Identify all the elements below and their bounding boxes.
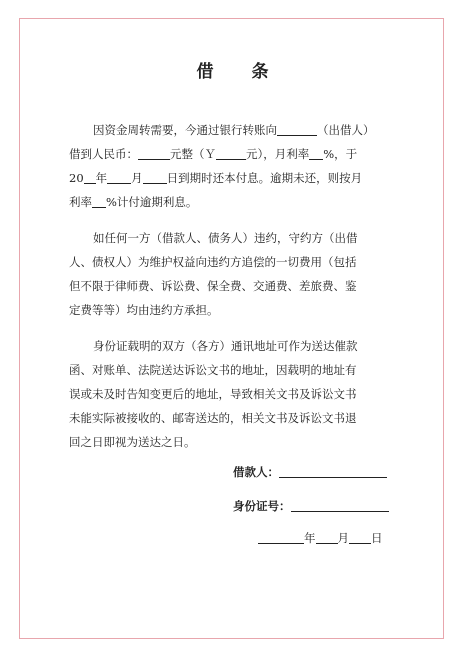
overdue-rate-blank[interactable]	[92, 194, 106, 208]
p1-line-3	[69, 166, 399, 190]
amount-words-blank[interactable]	[138, 146, 170, 160]
p1-text: 年	[95, 171, 108, 185]
id-number-blank[interactable]	[291, 498, 389, 512]
id-number-line	[233, 498, 389, 514]
sign-month-blank[interactable]	[316, 530, 338, 544]
day-label: 日	[371, 531, 383, 545]
document-title: 借 条	[196, 62, 285, 82]
p1-text: %，于	[323, 147, 358, 161]
monthly-rate-blank[interactable]	[309, 146, 323, 160]
p1-text: 日到期时还本付息。逾期未还，则按月	[166, 171, 363, 185]
p1-line-1	[69, 118, 399, 142]
p1-text: 借到人民币：	[69, 147, 138, 161]
p1-text: 元整（Ｙ	[170, 147, 216, 161]
p2-line-2: 人、债权人）为维护权益向违约方追偿的一切费用（包括	[69, 255, 357, 269]
due-month-blank[interactable]	[107, 170, 131, 184]
paragraph-default-terms	[69, 226, 399, 322]
p1-text: 元），月利率	[246, 147, 310, 161]
p1-text: 20	[69, 171, 84, 185]
p1-text: （出借人）	[317, 123, 375, 137]
p1-line-4	[69, 190, 399, 214]
sign-day-blank[interactable]	[349, 530, 371, 544]
p2-line-3: 但不限于律师费、诉讼费、保全费、交通费、差旅费、鉴	[69, 279, 357, 293]
borrower-signature-blank[interactable]	[279, 464, 387, 478]
month-label: 月	[337, 531, 349, 545]
signing-date-line	[258, 530, 383, 546]
p3-line-4: 未能实际被接收的、邮寄送达的，相关文书及诉讼文书退	[69, 411, 357, 425]
id-number-label: 身份证号：	[233, 499, 291, 513]
p3-line-2: 函、对账单、法院送达诉讼文书的地址，因载明的地址有	[69, 363, 357, 377]
p1-text: %计付逾期利息。	[106, 195, 198, 209]
borrower-signature-line	[233, 464, 387, 480]
paragraph-service-address	[69, 334, 399, 454]
amount-number-blank[interactable]	[216, 146, 246, 160]
p3-line-3: 误或未及时告知变更后的地址，导致相关文书及诉讼文书	[69, 387, 357, 401]
p1-text: 利率	[69, 195, 92, 209]
p1-text: 因资金周转需要，今通过银行转账向	[93, 123, 277, 137]
paragraph-loan-terms	[69, 118, 399, 214]
year-label: 年	[304, 531, 316, 545]
p2-line-1: 如任何一方（借款人、债务人）违约，守约方（出借	[93, 231, 358, 245]
p3-line-1: 身份证载明的双方（各方）通讯地址可作为送达催款	[93, 339, 358, 353]
due-day-blank[interactable]	[143, 170, 167, 184]
borrower-label: 借款人：	[233, 465, 279, 479]
due-year-blank[interactable]	[84, 170, 96, 184]
sign-year-blank[interactable]	[258, 530, 304, 544]
p3-line-5: 回之日即视为送达之日。	[69, 435, 196, 449]
p1-text: 月	[131, 171, 143, 185]
lender-name-blank[interactable]	[277, 122, 317, 136]
p2-line-4: 定费等等）均由违约方承担。	[69, 303, 219, 317]
p1-line-2	[69, 142, 399, 166]
